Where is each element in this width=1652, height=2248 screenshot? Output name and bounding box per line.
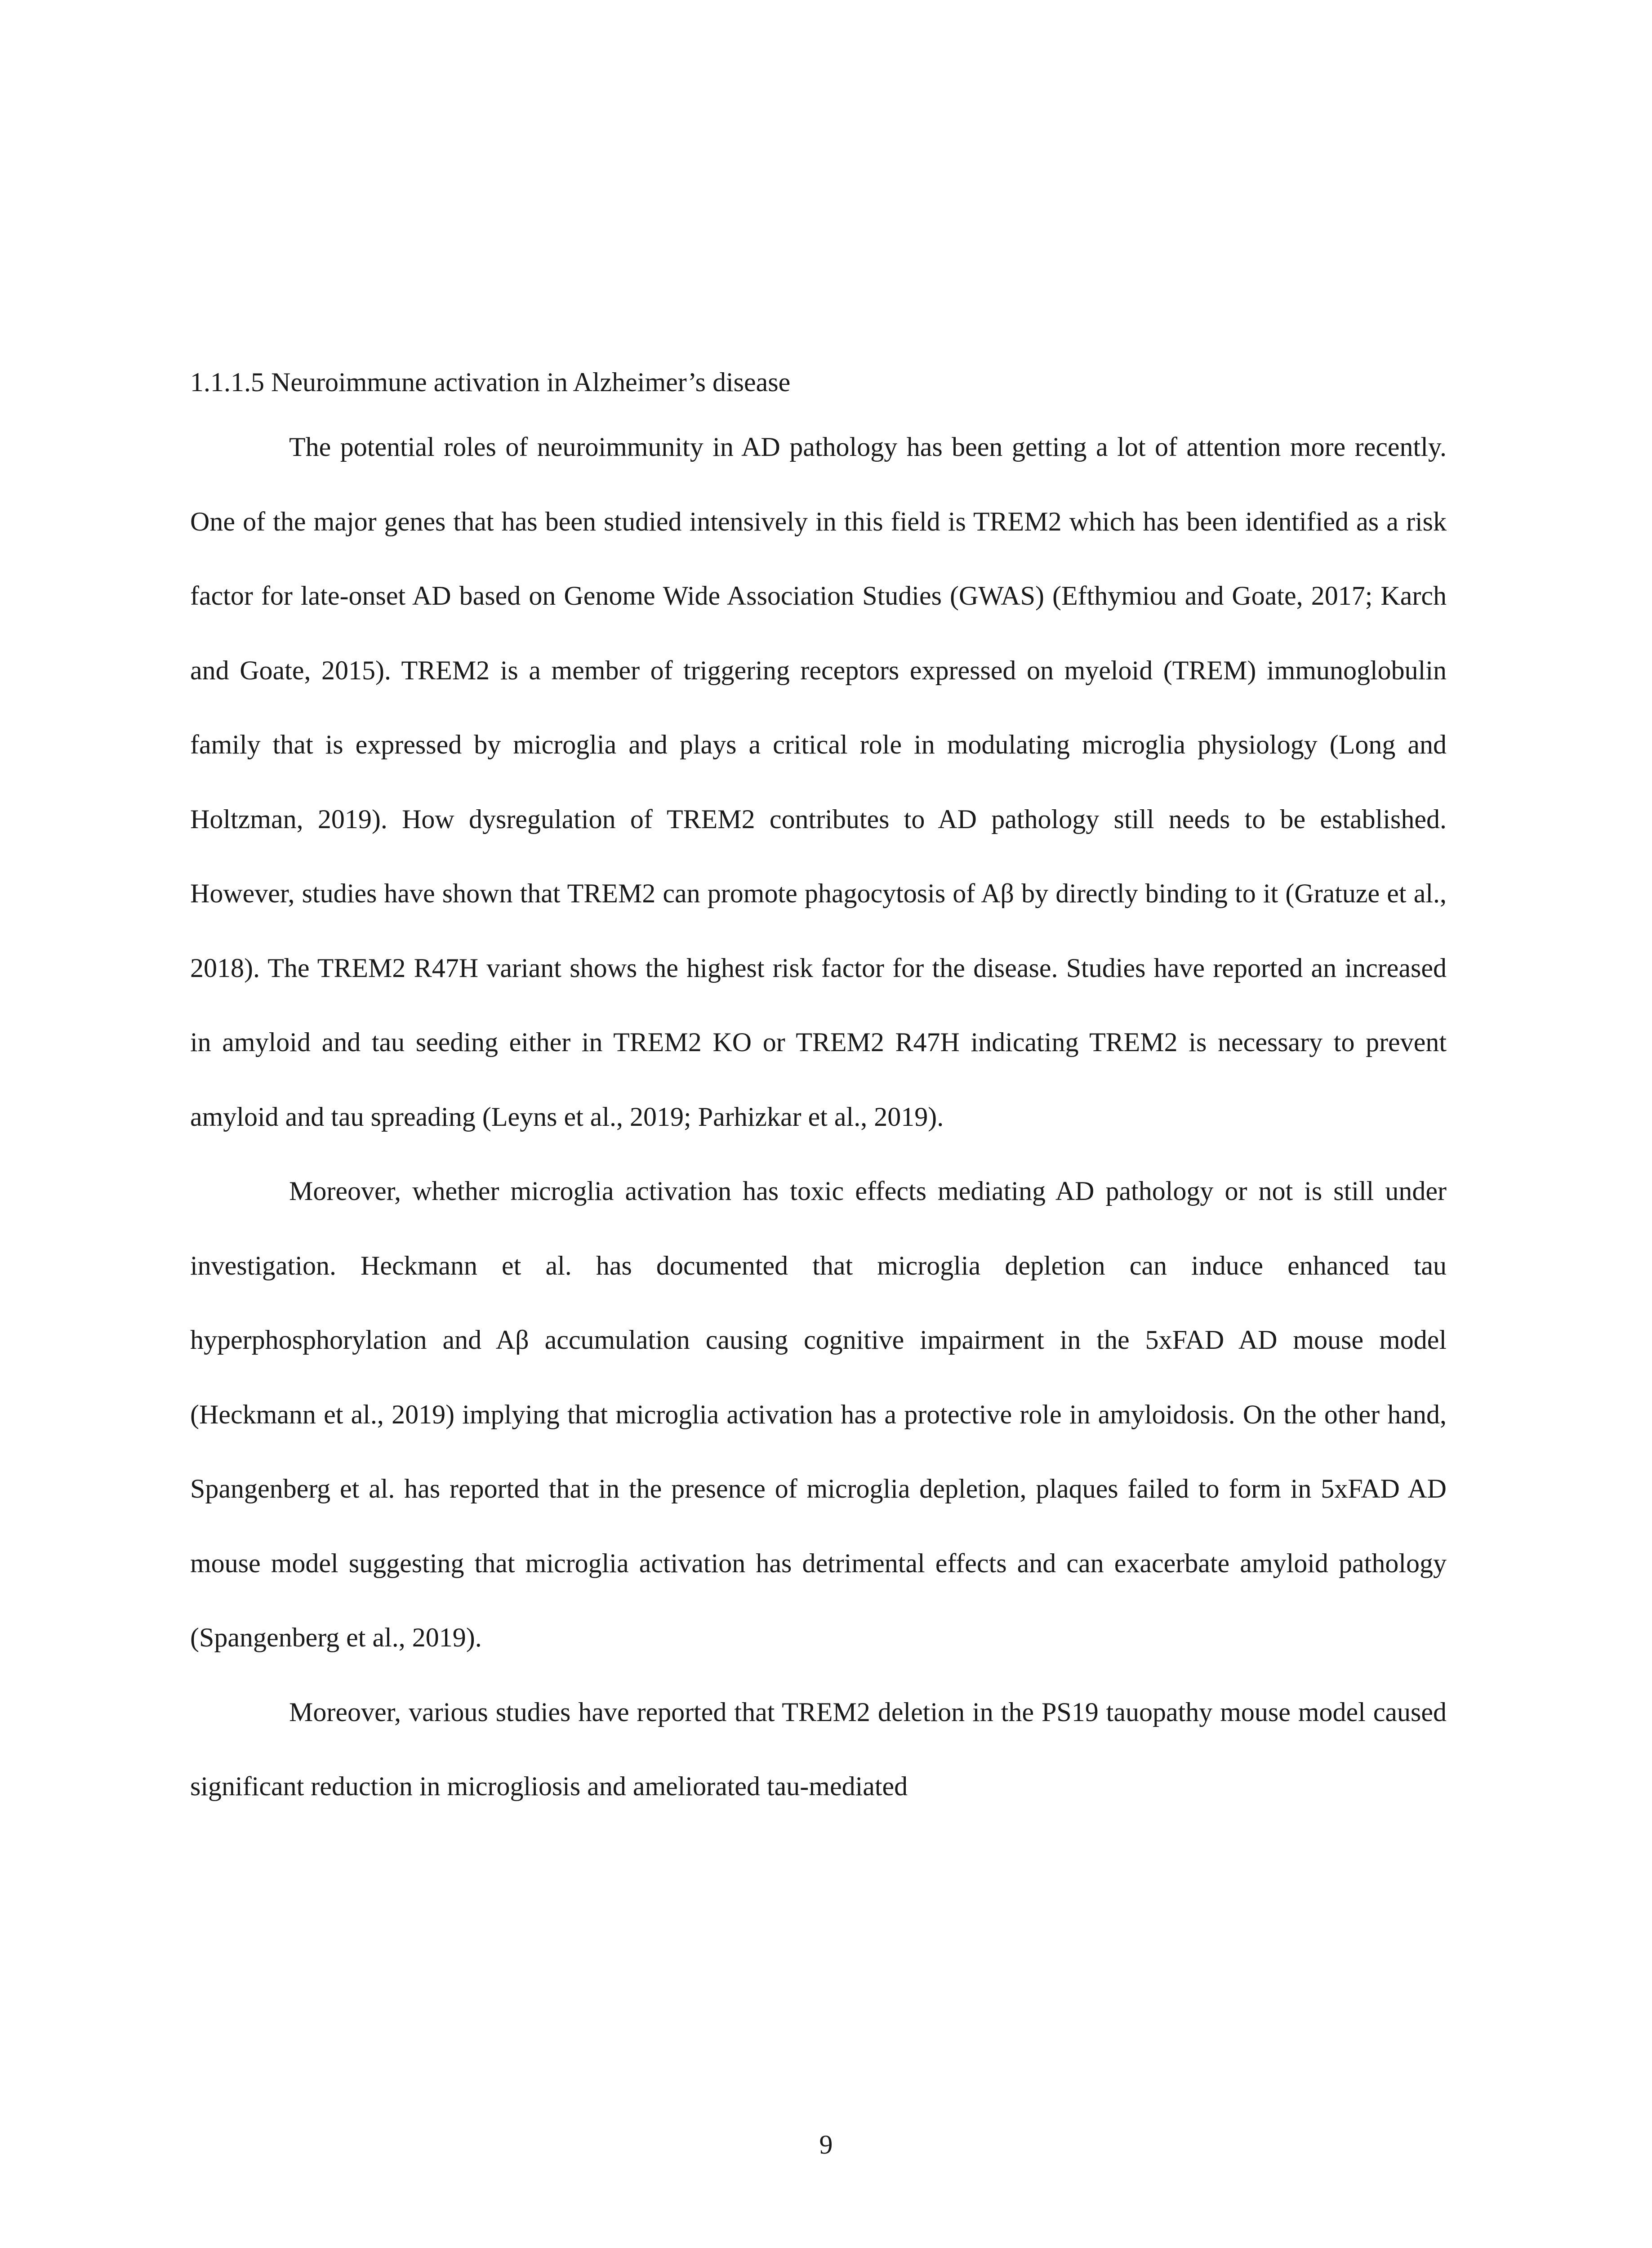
- paragraph-trem2: The potential roles of neuroimmunity in AD pathology has been getting a lot of attention more recently. One of the major genes that has been studied intensively in this field is TREM2 which has been identified as a risk factor for late-onset AD based on Genome Wide Association Studies (GWAS) (Efthymiou and Goate, 2017; Karch and Goate, 2015). TREM2 is a member of triggering receptors expressed on myeloid (TREM) immunoglobulin family that is expressed by microglia and plays a critical role in modulating microglia physiology (Long and Holtzman, 2019). How dysregulation of TREM2 contributes to AD pathology still needs to be established. However, studies have shown that TREM2 can promote phagocytosis of Aβ by directly binding to it (Gratuze et al., 2018). The TREM2 R47H variant shows the highest risk factor for the disease. Studies have reported an increased in amyloid and tau seeding either in TREM2 KO or TREM2 R47H indicating TREM2 is necessary to prevent amyloid and tau spreading (Leyns et al., 2019; Parhizkar et al., 2019).: [190, 432, 1447, 1132]
- paragraph-trem2-deletion: Moreover, various studies have reported that TREM2 deletion in the PS19 tauopathy mouse model caused significant reduction in microgliosis and ameliorated tau-mediated: [190, 1697, 1447, 1801]
- page-body: [190, 369, 1447, 1824]
- page-number: 9: [819, 2130, 833, 2159]
- section-heading: 1.1.1.5 Neuroimmune activation in Alzheimer’s disease: [190, 367, 791, 397]
- paragraph-microglia-activation: Moreover, whether microglia activation has toxic effects mediating AD pathology or not is still under investigation. Heckmann et al. has documented that microglia depletion can induce enhanced tau hyperphosphorylation and Aβ accumulation causing cognitive impairment in the 5xFAD AD mouse model (Heckmann et al., 2019) implying that microglia activation has a protective role in amyloidosis. On the other hand, Spangenberg et al. has reported that in the presence of microglia depletion, plaques failed to form in 5xFAD AD mouse model suggesting that microglia activation has detrimental effects and can exacerbate amyloid pathology (Spangenberg et al., 2019).: [190, 1176, 1447, 1652]
